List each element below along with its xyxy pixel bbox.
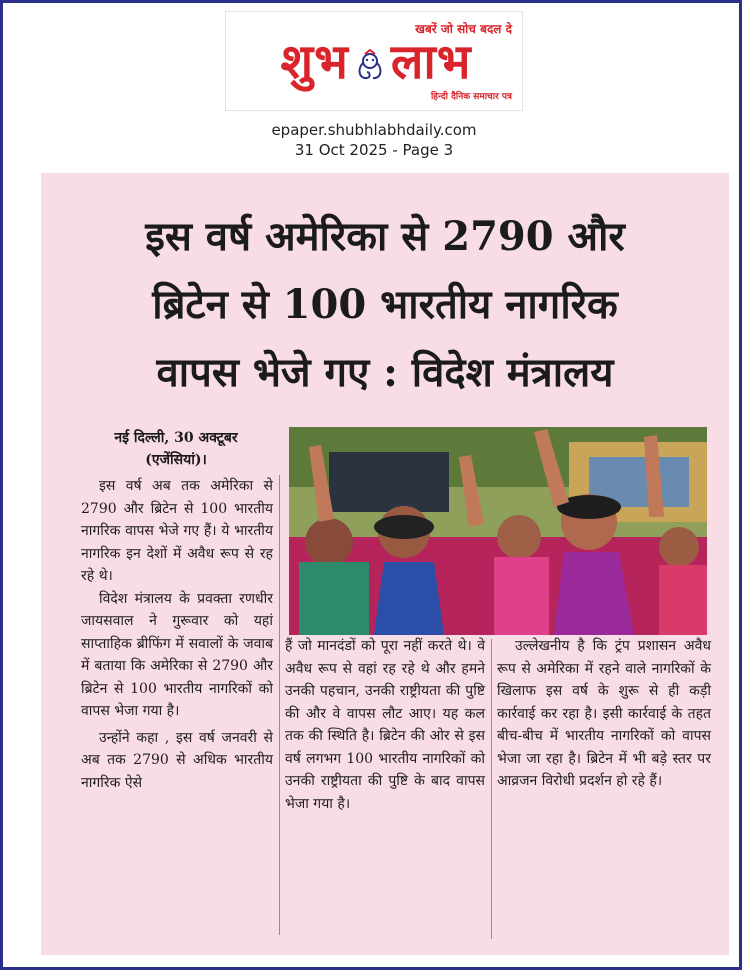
headline-line: इस वर्ष अमेरिका से 2790 और — [145, 213, 625, 260]
protest-photo — [289, 427, 707, 635]
masthead-title-right: लाभ — [390, 34, 472, 90]
article-paragraph: उन्होंने कहा , इस वर्ष जनवरी से अब तक 2790 से अधिक भारतीय नागरिक ऐसे — [81, 729, 273, 791]
headline-line: वापस भेजे गए : विदेश मंत्रालय — [156, 349, 614, 396]
article-column-1 — [81, 475, 273, 794]
headline-line: ब्रिटेन से 100 भारतीय नागरिक — [152, 281, 618, 328]
article-paragraph: उल्लेखनीय है कि ट्रंप प्रशासन अवैध रूप से अमेरिका में रहने वाले नागरिकों के खिलाफ इस वर्ष के शुरू से ही कड़ी कार्रवाई कर रहा है। इसी कार्रवाई के तहत बीच-बीच में भारतीय नागरिकों को वापस भेजा जा रहा है। ब्रिटेन में भी बड़े स्तर पर आव्रजन विरोधी प्रदर्शन हो रहे हैं। — [497, 638, 711, 789]
article-column-3 — [497, 635, 711, 793]
epaper-url[interactable]: epaper.shubhlabhdaily.com — [271, 121, 477, 139]
masthead-subtitle: हिन्दी दैनिक समाचार पत्र — [430, 92, 512, 102]
masthead-title-left: शुभ — [280, 34, 349, 90]
article-paragraph: विदेश मंत्रालय के प्रवक्ता रणधीर जायसवाल ने गुरूवार को यहां साप्ताहिक ब्रीफिंग में सवालों के जवाब में बताया कि अमेरिका से 2790 और ब्रिटेन से 100 भारतीय नागरिकों को वापस भेजा गया है। — [81, 590, 273, 719]
column-divider — [279, 475, 280, 935]
news-article — [41, 173, 729, 955]
article-paragraph: इस वर्ष अब तक अमेरिका से 2790 और ब्रिटेन से 100 भारतीय नागरिक वापस भेजे गए हैं। ये भारतीय नागरिक इन देशों में अवैध रूप से रह रहे थे। — [81, 478, 273, 584]
dateline-place-date: नई दिल्ली, 30 अक्टूबर — [114, 430, 238, 446]
article-column-2 — [285, 635, 485, 815]
newspaper-masthead[interactable] — [225, 11, 523, 111]
article-dateline — [81, 427, 271, 471]
epaper-date-page: 31 Oct 2025 - Page 3 — [294, 141, 454, 159]
ganesh-logo-icon — [353, 49, 387, 83]
article-headline — [41, 203, 729, 407]
masthead-tagline: खबरें जो सोच बदल दे — [415, 22, 512, 36]
column-divider — [491, 639, 492, 939]
article-paragraph: हैं जो मानदंडों को पूरा नहीं करते थे। वे अवैध रूप से वहां रह रहे थे और हमने उनकी पहचान, उनकी राष्ट्रीयता की पुष्टि की और वे वापस लौट आए। यह कल तक की स्थिति है। ब्रिटेन की ओर से इस वर्ष लगभग 100 भारतीय नागरिकों को उनकी राष्ट्रीयता की पुष्टि के बाद वापस भेजा गया है। — [285, 638, 485, 812]
protest-photo-illustration — [289, 427, 707, 635]
dateline-source: (एजेंसियां)। — [145, 452, 207, 468]
masthead-title — [236, 34, 516, 90]
